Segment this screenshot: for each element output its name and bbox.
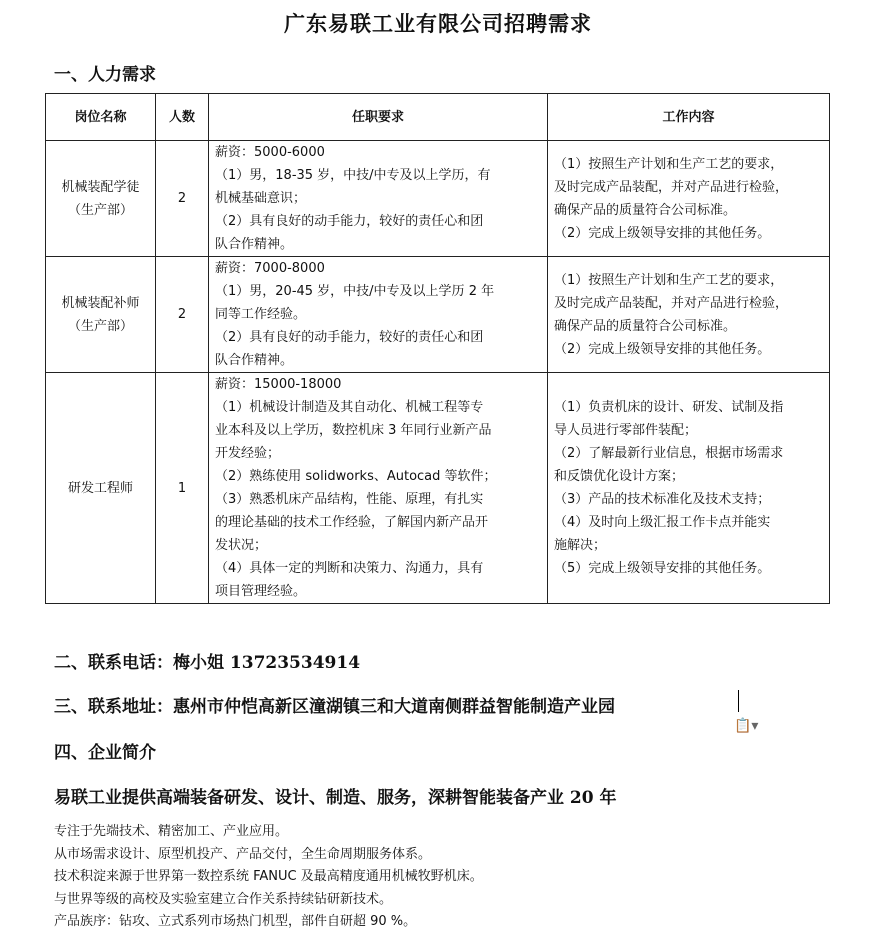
duties-line: 确保产品的质量符合公司标准。 (554, 202, 737, 218)
intro-line: 产品族序：钻攻、立式系列市场热门机型，部件自研超 90 %。 (54, 914, 417, 929)
position-name (46, 373, 156, 604)
section-manpower-heading: 一、人力需求 (54, 65, 156, 85)
requirements-line: （1）机械设计制造及其自动化、机械工程等专 (215, 400, 484, 415)
header-requirements: 任职要求 (209, 94, 548, 141)
requirements-line: （2）熟练使用 solidworks、Autocad 等软件； (215, 469, 497, 484)
duties-line: （2）完成上级领导安排的其他任务。 (554, 225, 771, 241)
position-name-line: 机械装配学徒 (61, 179, 140, 195)
requirements-line: 机械基础意识； (215, 191, 307, 206)
duties-line: 导人员进行零部件装配； (554, 423, 698, 438)
header-count: 人数 (156, 94, 209, 141)
requirements-line: 发状况； (215, 538, 268, 553)
company-intro-title: 易联工业提供高端装备研发、设计、制造、服务，深耕智能装备产业 20 年 (54, 788, 617, 808)
requirements-line: （2）具有良好的动手能力，较好的责任心和团 (215, 214, 484, 229)
headcount: 2 (156, 141, 209, 257)
intro-line: 专注于先端技术、精密加工、产业应用。 (54, 824, 289, 839)
header-position: 岗位名称 (46, 94, 156, 141)
requirements-line: 薪资：15000-18000 (215, 377, 342, 392)
table-row (46, 141, 830, 257)
duties-line: （3）产品的技术标准化及技术支持； (554, 492, 771, 507)
contact-phone: 二、联系电话：梅小姐 13723534914 (54, 653, 361, 673)
requirements-line: 项目管理经验。 (215, 584, 307, 599)
headcount: 1 (156, 373, 209, 604)
duties-line: 及时完成产品装配，并对产品进行检验， (554, 295, 789, 311)
intro-line: 从市场需求设计、原型机投产、产品交付，全生命周期服务体系。 (54, 846, 432, 862)
requirements-line: （1）男，18-35 岁，中技/中专及以上学历，有 (215, 168, 491, 183)
requirements-line: （3）熟悉机床产品结构，性能、原理，有扎实 (215, 492, 484, 507)
requirements-line: 开发经验； (215, 446, 281, 461)
duties-line: （1）按照生产计划和生产工艺的要求， (554, 156, 784, 172)
duties-line: （2）了解最新行业信息，根据市场需求 (554, 446, 784, 461)
text-cursor (738, 690, 739, 712)
requirements-line: （1）男，20-45 岁，中技/中专及以上学历 2 年 (215, 284, 495, 299)
job-table (45, 93, 830, 604)
page-title: 广东易联工业有限公司招聘需求 (284, 11, 592, 36)
duties-line: （1）负责机床的设计、研发、试制及指 (554, 400, 784, 415)
header-duties: 工作内容 (548, 94, 830, 141)
duties-line: 和反馈优化设计方案； (554, 469, 685, 484)
paste-options-icon[interactable]: 📋▾ (734, 718, 759, 734)
intro-line: 与世界等级的高校及实验室建立合作关系持续钻研新技术。 (54, 891, 393, 907)
position-name-line: 研发工程师 (67, 480, 133, 496)
intro-line: 技术积淀来源于世界第一数控系统 FANUC 及最高精度通用机械牧野机床。 (54, 869, 483, 884)
requirements-line: 同等工作经验。 (215, 307, 307, 322)
duties-line: （4）及时向上级汇报工作卡点并能实 (554, 515, 771, 530)
position-name-line: 机械装配补师 (61, 295, 140, 311)
duties (548, 257, 830, 373)
position-name-line: （生产部） (67, 318, 133, 334)
duties-line: 确保产品的质量符合公司标准。 (554, 318, 737, 334)
duties-line: （1）按照生产计划和生产工艺的要求， (554, 272, 784, 288)
requirements (209, 257, 548, 373)
table-row (46, 373, 830, 604)
requirements-line: （2）具有良好的动手能力，较好的责任心和团 (215, 330, 484, 345)
requirements-line: 薪资：7000-8000 (215, 261, 325, 276)
headcount: 2 (156, 257, 209, 373)
duties (548, 141, 830, 257)
duties-line: 及时完成产品装配，并对产品进行检验， (554, 179, 789, 195)
company-intro-lines (54, 821, 483, 934)
duties-line: （5）完成上级领导安排的其他任务。 (554, 561, 771, 576)
table-row (46, 257, 830, 373)
requirements (209, 373, 548, 604)
duties-line: 施解决； (554, 538, 607, 553)
requirements (209, 141, 548, 257)
contact-address: 三、联系地址：惠州市仲恺高新区潼湖镇三和大道南侧群益智能制造产业园 (54, 697, 615, 717)
requirements-line: 的理论基础的技术工作经验，了解国内新产品开 (215, 515, 489, 530)
requirements-line: （4）具体一定的判断和决策力、沟通力，具有 (215, 561, 484, 576)
table-header-row (46, 94, 830, 141)
requirements-line: 薪资：5000-6000 (215, 145, 325, 160)
position-name-line: （生产部） (67, 202, 133, 218)
position-name (46, 257, 156, 373)
requirements-line: 队合作精神。 (215, 237, 294, 252)
position-name (46, 141, 156, 257)
requirements-line: 队合作精神。 (215, 353, 294, 368)
company-intro-heading: 四、企业简介 (54, 743, 156, 763)
duties (548, 373, 830, 604)
requirements-line: 业本科及以上学历，数控机床 3 年同行业新产品 (215, 423, 492, 438)
duties-line: （2）完成上级领导安排的其他任务。 (554, 341, 771, 357)
